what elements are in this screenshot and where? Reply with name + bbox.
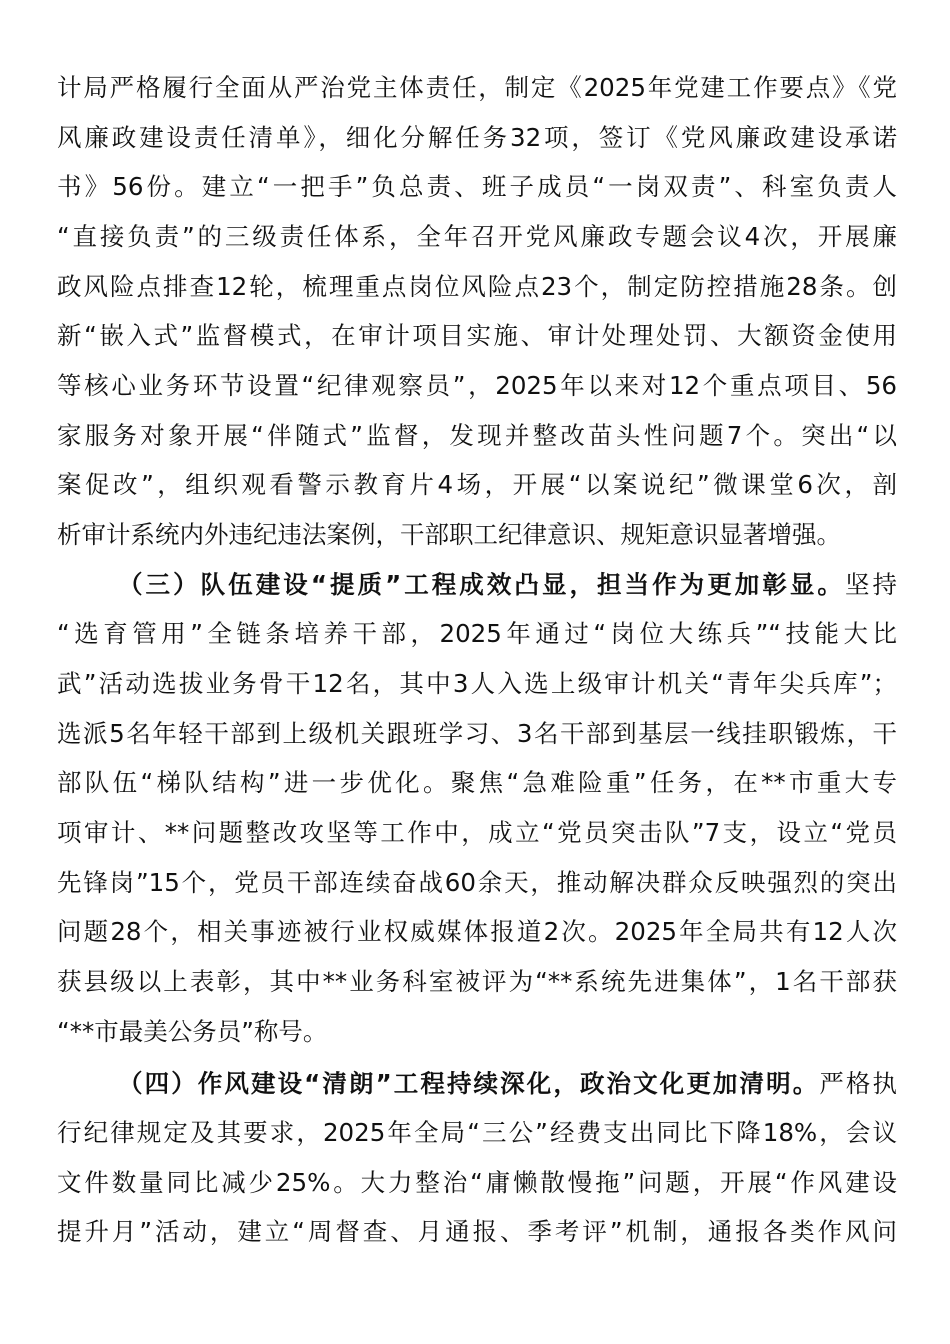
text-line: 家服务对象开展“伴随式”监督，发现并整改苗头性问题7个。突出“以: [57, 421, 897, 450]
text-run: 严格执: [819, 1069, 898, 1098]
text-line: 问题28个，相关事迹被行业权威媒体报道2次。2025年全局共有12人次: [57, 917, 897, 946]
text-line: 选派5名年轻干部到上级机关跟班学习、3名干部到基层一线挂职锻炼，干: [57, 719, 897, 748]
text-line: 武”活动选拔业务骨干12名，其中3人入选上级审计机关“青年尖兵库”；: [57, 669, 897, 698]
text-line: 析审计系统内外违纪违法案例，干部职工纪律意识、规矩意识显著增强。: [57, 520, 841, 549]
text-line: 新“嵌入式”监督模式，在审计项目实施、审计处理处罚、大额资金使用: [57, 321, 897, 350]
text-line: 计局严格履行全面从严治党主体责任，制定《2025年党建工作要点》《党: [57, 73, 897, 102]
text-line: “**市最美公务员”称号。: [57, 1017, 328, 1046]
text-line: 项审计、**问题整改攻坚等工作中，成立“党员突击队”7支，设立“党员: [57, 818, 897, 847]
text-line: 行纪律规定及其要求，2025年全局“三公”经费支出同比下降18%，会议: [57, 1118, 897, 1147]
section-heading-line: [118, 1059, 897, 1109]
section-heading: （四）作风建设“清朗”工程持续深化，政治文化更加清明。: [118, 1069, 820, 1098]
section-heading-line: [118, 560, 897, 610]
text-line: 部队伍“梯队结构”进一步优化。聚焦“急难险重”任务，在**市重大专: [57, 768, 897, 797]
text-line: “选育管用”全链条培养干部，2025年通过“岗位大练兵”“技能大比: [57, 619, 897, 648]
text-line: 风廉政建设责任清单》，细化分解任务32项，签订《党风廉政建设承诺: [57, 123, 897, 152]
text-line: 先锋岗”15个，党员干部连续奋战60余天，推动解决群众反映强烈的突出: [57, 868, 897, 897]
text-line: 文件数量同比减少25%。大力整治“庸懒散慢拖”问题，开展“作风建设: [57, 1168, 897, 1197]
section-heading: （三）队伍建设“提质”工程成效凸显，担当作为更加彰显。: [118, 570, 845, 599]
text-line: 书》56份。建立“一把手”负总责、班子成员“一岗双责”、科室负责人: [57, 172, 897, 201]
text-line: 获县级以上表彰，其中**业务科室被评为“**系统先进集体”，1名干部获: [57, 967, 897, 996]
text-line: 政风险点排查12轮，梳理重点岗位风险点23个，制定防控措施28条。创: [57, 272, 897, 301]
text-line: 案促改”，组织观看警示教育片4场，开展“以案说纪”微课堂6次，剖: [57, 470, 897, 499]
text-line: “直接负责”的三级责任体系，全年召开党风廉政专题会议4次，开展廉: [57, 222, 897, 251]
text-line: 提升月”活动，建立“周督查、月通报、季考评”机制，通报各类作风问: [57, 1217, 897, 1246]
text-line: 等核心业务环节设置“纪律观察员”，2025年以来对12个重点项目、56: [57, 371, 897, 400]
text-run: 坚持: [844, 570, 897, 599]
